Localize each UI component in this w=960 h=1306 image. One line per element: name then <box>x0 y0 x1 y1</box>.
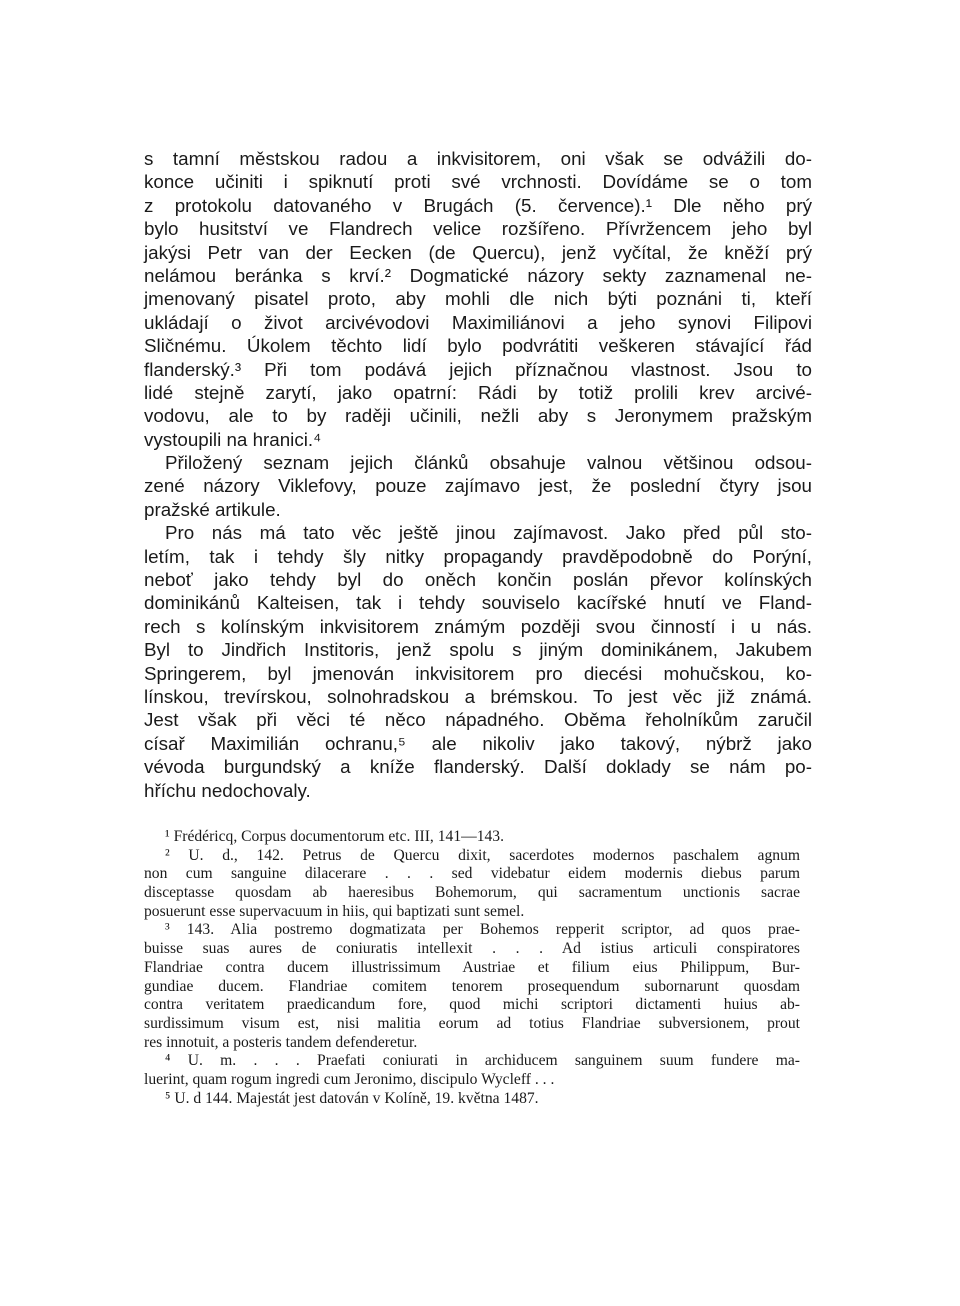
body-line: císař Maximilián ochranu,⁵ ale nikoliv jako takový, nýbrž jako <box>144 732 812 754</box>
body-line: dominikánů Kalteisen, tak i tehdy souviselo kacířské hnutí ve Fland- <box>144 592 812 614</box>
body-line: flanderský.³ Při tom podává jejich příznačnou vlastnost. Jsou to <box>144 358 812 380</box>
body-line: jmenovaný pisatel proto, aby mohli dle nich býti poznáni ti, kteří <box>144 288 812 310</box>
footnote-line: ⁴ U. m. . . . Praefati coniurati in archiducem sanguinem suum fundere ma- <box>165 1052 800 1070</box>
main-text <box>144 147 812 802</box>
footnote-line: disceptasse quosdam ab haeresibus Bohemorum, qui sacramentum unctionis sacrae <box>144 884 800 902</box>
footnote-line: gundiae ducem. Flandriae comitem tenorem prosequendum subornarunt quosdam <box>144 977 800 995</box>
body-line: neboť jako tehdy byl do oněch končin poslán převor kolínských <box>144 569 812 591</box>
body-line: Jest však při věci té něco nápadného. Oběma řeholníkům zaručil <box>144 709 812 731</box>
footnote-line: Flandriae contra ducem illustrissimum Austriae et filium eius Philippum, Bur- <box>144 958 800 976</box>
footnote-line: surdissimum visum est, nisi malitia eorum ad totius Flandriae subversionem, prout <box>144 1014 800 1032</box>
body-line: Sličnému. Úkolem těchto lidí bylo podvrátiti veškeren stávající řád <box>144 335 812 357</box>
body-line: vévoda burgundský a kníže flanderský. Další doklady se nám po- <box>144 756 812 778</box>
footnote-line: luerint, quam rogum ingredi cum Jeronimo, discipulo Wycleff . . . <box>144 1070 555 1088</box>
body-line: Pro nás má tato věc ještě jinou zajímavost. Jako před půl sto- <box>165 522 812 544</box>
body-line: ukládají o život arcivévodovi Maximiliánovi a jeho synovi Filipovi <box>144 311 812 333</box>
body-line: z protokolu datovaného v Brugách (5. července).¹ Dle něho prý <box>144 194 812 216</box>
body-line: vystoupili na hranici.⁴ <box>144 428 322 450</box>
body-line: línskou, trevírskou, solnohradskou a brémskou. To jest věc již známá. <box>144 685 812 707</box>
footnotes <box>144 828 800 1108</box>
body-line: zené názory Viklefovy, pouze zajímavo jest, že poslední čtyry jsou <box>144 475 812 497</box>
footnote-line: ⁵ U. d 144. Majestát jest datován v Kolíně, 19. května 1487. <box>165 1089 539 1107</box>
body-line: hříchu nedochovaly. <box>144 779 311 801</box>
body-line: lidé stejně zarytí, jako opatrní: Rádi by totiž prolili krev arcivé- <box>144 381 812 403</box>
body-line: rech s kolínským inkvisitorem známým později svou činností i u nás. <box>144 615 812 637</box>
footnote-line: ³ 143. Alia postremo dogmatizata per Bohemos repperit scriptor, ad quos prae- <box>165 921 800 939</box>
footnote-line: contra veritatem praedicandum fore, quod michi scriptori dictamenti huius ab- <box>144 996 800 1014</box>
body-line: jakýsi Petr van der Eecken (de Quercu), jenž vyčítal, že kněží prý <box>144 241 812 263</box>
footnote-line: buisse suas aures de coniuratis intellexit . . . Ad istius articuli conspiratores <box>144 940 800 958</box>
body-line: letím, tak i tehdy šly nitky propagandy pravděpodobně do Porýní, <box>144 545 812 567</box>
body-line: s tamní městskou radou a inkvisitorem, oni však se odvážili do- <box>144 148 812 169</box>
body-line: Byl to Jindřich Institoris, jenž spolu s jiným dominikánem, Jakubem <box>144 639 812 661</box>
footnote-line: non cum sanguine dilacerare . . . sed videbatur eidem modernis diebus parum <box>144 865 800 883</box>
footnote-line: ² U. d., 142. Petrus de Quercu dixit, sacerdotes modernos paschalem agnum <box>165 846 800 864</box>
body-line: bylo husitství ve Flandrech velice rozšířeno. Přívržencem jeho byl <box>144 218 812 240</box>
body-line: pražské artikule. <box>144 498 281 520</box>
body-line: nelámou beránka s krví.² Dogmatické názory sekty zaznamenal ne- <box>144 264 812 286</box>
footnote-line: posuerunt esse supervacuum in hiis, qui baptizati sunt semel. <box>144 902 525 920</box>
body-line: vodovu, ale to by raději učinili, nežli aby s Jeronymem pražským <box>144 405 812 427</box>
footnote-line: res innotuit, a posteris tandem defenderetur. <box>144 1033 418 1051</box>
body-line: konce učiniti i spiknutí proti své vrchnosti. Dovídáme se o tom <box>144 171 812 193</box>
body-line: Springerem, byl jmenován inkvisitorem pro diecési mohučskou, ko- <box>144 662 812 684</box>
footnote-line: ¹ Frédéricq, Corpus documentorum etc. III, 141—143. <box>165 828 504 845</box>
body-line: Přiložený seznam jejich článků obsahuje valnou většinou odsou- <box>165 452 812 474</box>
